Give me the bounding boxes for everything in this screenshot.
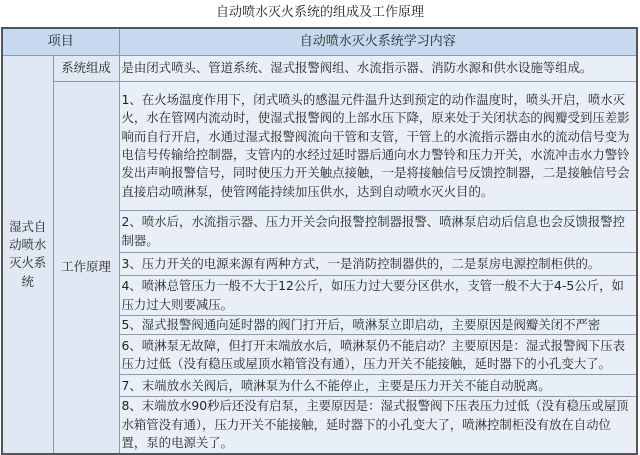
header-row <box>2 28 637 56</box>
header-item: 项目 <box>2 28 119 56</box>
principle-item: 8、末端放水90秒后还没有启泵，主要原因是：湿式报警阀下压表压力过低（没有稳压或屋顶水箱管没有通），压力开关不能接触，延时器下的小孔变大了，喷淋控制柜没有放在自动位置，泵的电源关了。 <box>119 397 637 454</box>
principle-item: 7、末端放水关阀后，喷淋泵为什么不能停止，主要是压力开关不能自动脱离。 <box>119 375 637 397</box>
principle-item: 6、喷淋泵无故障，但打开末端放水后，喷淋泵仍不能启动？主要原因是：湿式报警阀下压表压力过低（没有稳压或屋顶水箱管没有通），压力开关不能接触，延时器下的小孔变大了。 <box>119 335 637 375</box>
row-label: 工作原理 <box>53 82 119 454</box>
table-row <box>2 56 637 82</box>
row-content: 是由闭式喷头、管道系统、湿式报警阀组、水流指示器、消防水源和供水设施等组成。 <box>119 56 637 82</box>
table-row <box>2 82 637 211</box>
principle-item: 1、在火场温度作用下，闭式喷头的感温元件温升达到预定的动作温度时，喷头开启，喷水灭火，水在管网内流动时，使湿式报警阀的上部水压下降，原来处于关闭状态的阀瓣受到压差影响而自行开启，水通过湿式报警阀流向干管和支管，干管上的水流指示器由水的流动信号变为电信号传输给控制器，支管内的水经过延时器后通向水力警铃和压力开关，水流冲击水力警铃发出声响报警信号，同时使压力开关触点接触，一是将接触信号反馈控制器，二是接触信号会直接启动喷淋泵，使管网能持续加压供水，达到自动喷水灭火目的。 <box>119 82 637 211</box>
principle-item: 2、喷水后，水流指示器、压力开关会向报警控制器报警、喷淋泵启动后信息也会反馈报警控制器。 <box>119 211 637 253</box>
row-label: 系统组成 <box>53 56 119 82</box>
header-content: 自动喷水灭火系统学习内容 <box>119 28 637 56</box>
principle-item: 5、湿式报警阀通向延时器的阀门打开后，喷淋泵立即启动，主要原因是阀瓣关闭不严密 <box>119 316 637 335</box>
category-cell: 湿式自动喷水灭火系统 <box>2 56 53 454</box>
page-title: 自动喷水灭火系统的组成及工作原理 <box>215 5 424 20</box>
principle-table <box>1 27 638 455</box>
principle-item: 4、喷淋总管压力一般不大于12公斤，如压力过大要分区供水，支管一般不大于4-5公斤，如压力过大则要减压。 <box>119 276 637 316</box>
principle-item: 3、压力开关的电源来源有两种方式，一是消防控制器供的，二是泵房电源控制柜供的。 <box>119 253 637 276</box>
